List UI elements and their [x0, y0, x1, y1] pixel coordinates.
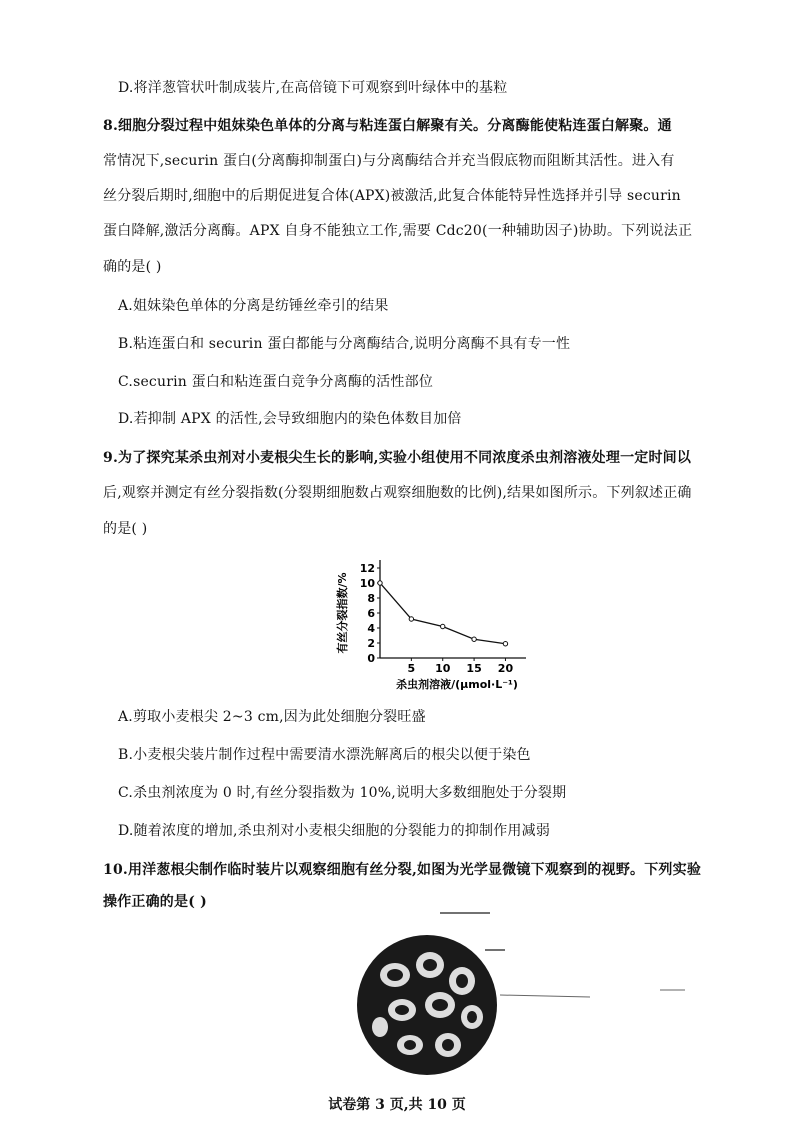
- q9-stem-line-2: 后,观察并测定有丝分裂指数(分裂期细胞数占观察细胞数的比例),结果如图所示。下列叙述正确: [103, 485, 692, 501]
- data-point: [378, 581, 382, 585]
- y-tick-label: 10: [359, 577, 375, 590]
- microscope-field-image: [350, 905, 710, 1080]
- y-tick-label: 0: [367, 652, 375, 665]
- q7-option-d: D.将洋葱管状叶制成装片,在高倍镜下可观察到叶绿体中的基粒: [118, 80, 508, 96]
- q8-option-a: A.姐妹染色单体的分离是纺锤丝牵引的结果: [118, 298, 389, 314]
- q9-stem-line-3: 的是( ): [103, 521, 148, 537]
- q10-stem-line-2: 操作正确的是( ): [103, 894, 207, 910]
- y-tick-label: 2: [367, 637, 375, 650]
- q9-option-b: B.小麦根尖装片制作过程中需要清水漂洗解离后的根尖以便于染色: [118, 747, 531, 763]
- data-point: [472, 637, 476, 641]
- q8-option-c: C.securin 蛋白和粘连蛋白竞争分离酶的活性部位: [118, 374, 434, 390]
- x-tick-label: 20: [497, 662, 514, 675]
- q8-stem-line-2: 常情况下,securin 蛋白(分离酶抑制蛋白)与分离酶结合并充当假底物而阻断其活性。进入有: [103, 153, 675, 169]
- q8-option-d: D.若抑制 APX 的活性,会导致细胞内的染色体数目加倍: [118, 411, 462, 427]
- mitotic-index-chart: [332, 556, 532, 696]
- data-point: [503, 642, 507, 646]
- y-tick-label: 12: [359, 562, 375, 575]
- chart-svg: [332, 556, 532, 696]
- q8-stem-line-1: 8.细胞分裂过程中姐妹染色单体的分离与粘连蛋白解聚有关。分离酶能使粘连蛋白解聚。通: [103, 118, 672, 134]
- q8-stem-line-3: 丝分裂后期时,细胞中的后期促进复合体(APX)被激活,此复合体能特异性选择并引导 securin: [103, 188, 681, 204]
- q8-stem-line-5: 确的是( ): [103, 259, 162, 275]
- q9-option-c: C.杀虫剂浓度为 0 时,有丝分裂指数为 10%,说明大多数细胞处于分裂期: [118, 785, 567, 801]
- y-tick-label: 4: [367, 622, 375, 635]
- q9-stem-line-1: 9.为了探究某杀虫剂对小麦根尖生长的影响,实验小组使用不同浓度杀虫剂溶液处理一定时间以: [103, 450, 692, 466]
- label-mark: [500, 995, 590, 997]
- y-tick-label: 6: [367, 607, 375, 620]
- y-tick-label: 8: [367, 592, 375, 605]
- q9-option-a: A.剪取小麦根尖 2~3 cm,因为此处细胞分裂旺盛: [118, 709, 426, 725]
- y-axis-label: 有丝分裂指数/%: [336, 572, 349, 654]
- page-footer: 试卷第 3 页,共 10 页: [328, 1097, 466, 1113]
- x-tick-label: 15: [466, 662, 482, 675]
- q8-option-b: B.粘连蛋白和 securin 蛋白都能与分离酶结合,说明分离酶不具有专一性: [118, 336, 571, 352]
- microscope-field-svg: [350, 905, 710, 1080]
- q9-option-d: D.随着浓度的增加,杀虫剂对小麦根尖细胞的分裂能力的抑制作用减弱: [118, 823, 551, 839]
- x-tick-label: 5: [407, 662, 416, 675]
- data-point: [441, 624, 445, 628]
- q10-stem-line-1: 10.用洋葱根尖制作临时装片以观察细胞有丝分裂,如图为光学显微镜下观察到的视野。下列实验: [103, 862, 702, 878]
- series-line: [380, 583, 505, 644]
- x-tick-label: 10: [435, 662, 451, 675]
- data-point: [409, 617, 413, 621]
- q8-stem-line-4: 蛋白降解,激活分离酶。APX 自身不能独立工作,需要 Cdc20(一种辅助因子)协助。下列说法正: [103, 223, 693, 239]
- x-axis-label: 杀虫剂溶液/(μmol·L⁻¹): [396, 678, 518, 691]
